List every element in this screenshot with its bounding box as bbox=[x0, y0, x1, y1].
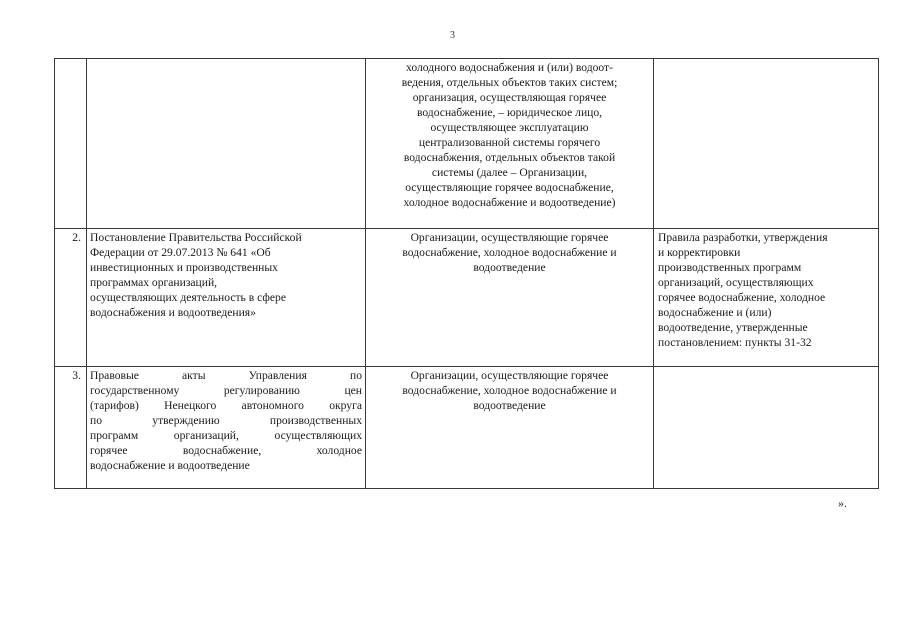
org-line: централизованной системы горячего bbox=[418, 136, 601, 149]
org-line: водоснабжение, холодное водоснабжение и bbox=[402, 246, 617, 259]
rules-line: Правила разработки, утверждения bbox=[658, 231, 828, 244]
rules-line: водоснабжение и (или) bbox=[658, 306, 772, 319]
org-line: водоотведение bbox=[473, 261, 546, 274]
org-line: холодного водоснабжения и (или) водоот- bbox=[406, 61, 613, 74]
act-line: осуществляющих деятельность в сфере bbox=[90, 291, 286, 304]
rules-cell bbox=[654, 229, 879, 367]
act-line: программах организаций, bbox=[90, 276, 218, 289]
act-line: Постановление Правительства Российской bbox=[90, 231, 302, 244]
org-line: осуществляющие горячее водоснабжение, bbox=[405, 181, 614, 194]
org-line: осуществляющее эксплуатацию bbox=[430, 121, 589, 134]
rules-line: производственных программ bbox=[658, 261, 802, 274]
org-line: холодное водоснабжение и водоотведение) bbox=[403, 196, 616, 209]
act-line: водоснабжение и водоотведение bbox=[90, 459, 250, 472]
regulations-table bbox=[54, 58, 879, 489]
org-line: водоснабжение, – юридическое лицо, bbox=[416, 106, 603, 119]
org-line: водоотведение bbox=[473, 399, 546, 412]
legal-act-cell bbox=[87, 59, 366, 229]
act-line: горячее водоснабжение, холодное bbox=[90, 444, 362, 457]
rules-line: и корректировки bbox=[658, 246, 741, 259]
rules-line: организаций, осуществляющих bbox=[658, 276, 814, 289]
act-line: Федерации от 29.07.2013 № 641 «Об bbox=[90, 246, 271, 259]
table-row-3 bbox=[55, 367, 879, 489]
act-line: по утверждению производственных bbox=[90, 414, 362, 427]
row-number-cell: 2. bbox=[55, 229, 87, 367]
act-line: (тарифов) Ненецкого автономного округа bbox=[90, 399, 362, 412]
rules-cell bbox=[654, 59, 879, 229]
act-line: государственному регулированию цен bbox=[90, 384, 362, 397]
rules-line: водоотведение, утвержденные bbox=[658, 321, 808, 334]
legal-act-cell bbox=[87, 367, 366, 489]
org-line: водоснабжения, отдельных объектов такой bbox=[403, 151, 616, 164]
org-line: ведения, отдельных объектов таких систем; bbox=[401, 76, 618, 89]
legal-act-cell bbox=[87, 229, 366, 367]
act-line: водоснабжения и водоотведения» bbox=[90, 306, 256, 319]
table-row-continuation bbox=[55, 59, 879, 229]
act-line: программ организаций, осуществляющих bbox=[90, 429, 362, 442]
act-line: Правовые акты Управления по bbox=[90, 369, 362, 382]
rules-line: горячее водоснабжение, холодное bbox=[658, 291, 826, 304]
page-number: 3 bbox=[450, 30, 455, 41]
row-number-cell bbox=[55, 59, 87, 229]
org-line: системы (далее – Организации, bbox=[431, 166, 588, 179]
organizations-cell bbox=[366, 59, 654, 229]
closing-quote-mark: ». bbox=[838, 496, 847, 510]
table-row-2 bbox=[55, 229, 879, 367]
org-line: водоснабжение, холодное водоснабжение и bbox=[402, 384, 617, 397]
rules-line: постановлением: пункты 31-32 bbox=[658, 336, 812, 349]
org-line: организация, осуществляющая горячее bbox=[412, 91, 607, 104]
row-number-cell: 3. bbox=[55, 367, 87, 489]
org-line: Организации, осуществляющие горячее bbox=[410, 231, 609, 244]
organizations-cell bbox=[366, 229, 654, 367]
rules-cell bbox=[654, 367, 879, 489]
org-line: Организации, осуществляющие горячее bbox=[410, 369, 609, 382]
act-line: инвестиционных и производственных bbox=[90, 261, 278, 274]
organizations-cell bbox=[366, 367, 654, 489]
